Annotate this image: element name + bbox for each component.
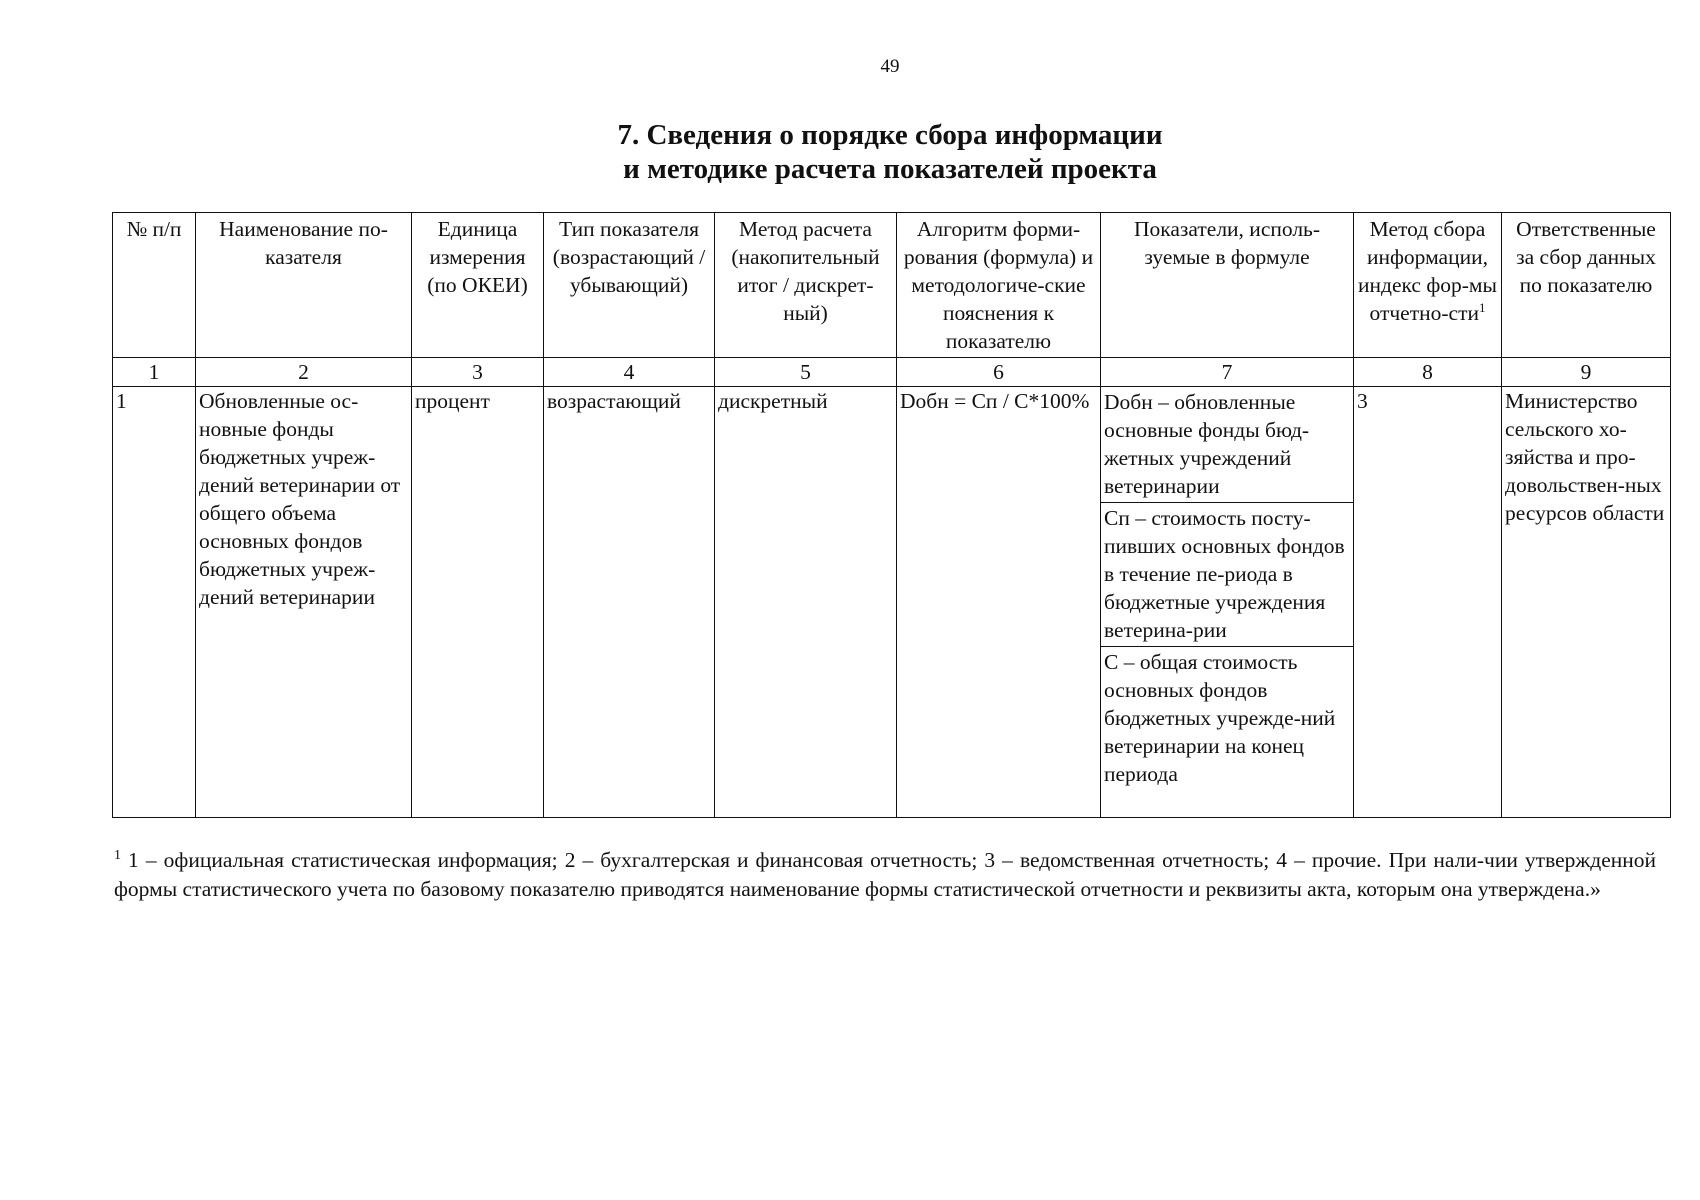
column-number: 6	[897, 358, 1101, 387]
title-line-2: и методике расчета показателей проекта	[623, 153, 1157, 185]
algorithm-cell: Dобн = Сп / С*100%	[897, 387, 1101, 818]
header-cell: Показатели, исполь-зуемые в формуле	[1101, 213, 1354, 358]
formula-indicators-cell	[1101, 387, 1354, 818]
header-cell: Ответственные за сбор данных по показателю	[1502, 213, 1671, 358]
title-line-1: 7. Сведения о порядке сбора информации	[617, 119, 1163, 151]
column-number: 8	[1354, 358, 1502, 387]
page-title	[0, 118, 1700, 186]
type-cell: возрастающий	[544, 387, 715, 818]
unit-cell: процент	[412, 387, 544, 818]
header-cell	[1354, 213, 1502, 358]
responsible-cell: Министерство сельского хо-зяйства и про-довольствен-ных ресурсов области	[1502, 387, 1671, 818]
indicators-table	[112, 212, 1671, 818]
column-number: 5	[715, 358, 897, 387]
collection-method-cell: 3	[1354, 387, 1502, 818]
formula-indicator: Dобн – обновленные основные фонды бюд-жетных учреждений ветеринарии	[1101, 387, 1353, 503]
header-row	[113, 213, 1671, 358]
column-number: 4	[544, 358, 715, 387]
page-number: 49	[880, 56, 900, 77]
header-cell: Наименование по-казателя	[196, 213, 412, 358]
column-number-row	[113, 358, 1671, 387]
footnote	[114, 846, 1656, 904]
column-number: 1	[113, 358, 196, 387]
table-row	[113, 387, 1671, 818]
formula-indicator: С – общая стоимость основных фондов бюджетных учрежде-ний ветеринарии на конец периода	[1104, 650, 1336, 786]
footnote-text: 1 – официальная статистическая информация; 2 – бухгалтерская и финансовая отчетность; 3 – ведомственная отчетность; 4 – прочие. При нали-чии утвержденной формы статистического учета по базовому показателю приводятся наименование формы статистической отчетности и реквизиты акта, которым она утверждена.»	[114, 848, 1656, 901]
method-cell: дискретный	[715, 387, 897, 818]
column-number: 3	[412, 358, 544, 387]
header-cell: Алгоритм форми-рования (формула) и методологиче-ские пояснения к показателю	[897, 213, 1101, 358]
header-cell: № п/п	[113, 213, 196, 358]
header-cell: Тип показателя (возрастающий / убывающий)	[544, 213, 715, 358]
footnote-ref: 1	[1478, 299, 1486, 315]
indicator-name: Обновленные ос-новные фонды бюджетных учреж-дений ветеринарии от общего объема основных фондов бюджетных учреж-дений ветеринарии	[196, 387, 412, 818]
header-text: Метод сбора информации, индекс фор-мы отчетно-сти	[1358, 217, 1497, 325]
header-cell: Метод расчета (накопительный итог / дискрет-ный)	[715, 213, 897, 358]
header-cell: Единица измерения (по ОКЕИ)	[412, 213, 544, 358]
column-number: 2	[196, 358, 412, 387]
column-number: 7	[1101, 358, 1354, 387]
footnote-mark: 1	[114, 847, 121, 863]
row-number: 1	[113, 387, 196, 818]
formula-indicators-list	[1101, 387, 1353, 817]
column-number: 9	[1502, 358, 1671, 387]
formula-indicator: Сп – стоимость посту-пивших основных фондов в течение пе-риода в бюджетные учреждения ветерина-рии	[1101, 503, 1353, 647]
